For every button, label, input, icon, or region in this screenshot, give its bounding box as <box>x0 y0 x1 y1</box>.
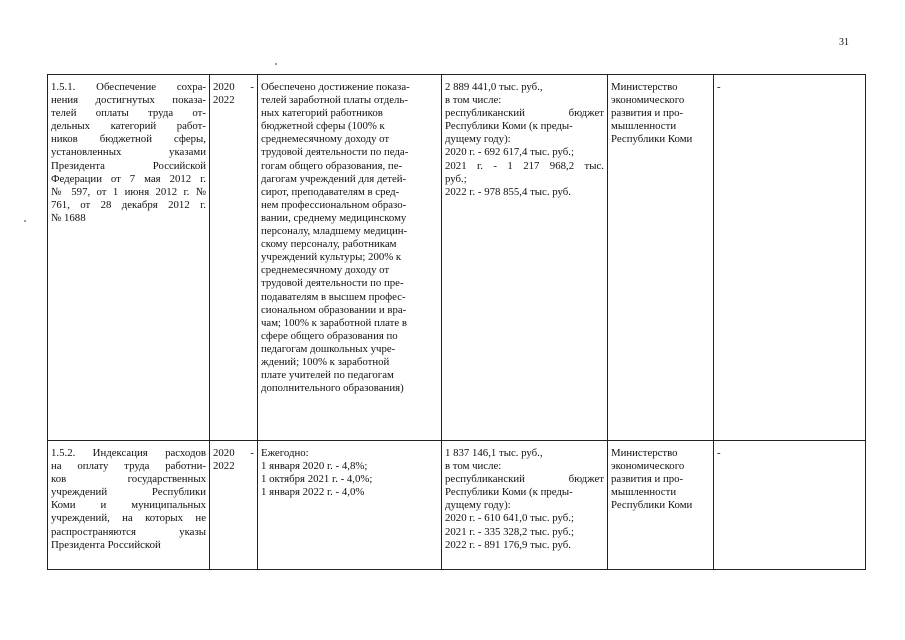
result-text-line: дагогам учреждений для детей- <box>261 172 407 185</box>
result-text-line: педагогам дошкольных учре- <box>261 342 396 355</box>
measure-text-line: Коми и муниципальных <box>51 499 206 512</box>
funding-text-line: Республики Коми (к преды- <box>445 486 573 499</box>
measure-text-line: Президента Российской <box>51 159 206 172</box>
measure-text-line: учреждений, на которых не <box>51 512 206 525</box>
responsible-text-line: экономического <box>611 94 685 107</box>
result-text-line: 1 января 2020 г. - 4,8%; <box>261 460 368 473</box>
result-text-line: гогам общего образования, пе- <box>261 159 403 172</box>
responsible-text-line: Министерство <box>611 81 678 93</box>
period-from: 2020 <box>213 81 235 93</box>
measure-text-line: № 1688 <box>51 211 86 224</box>
period-from: 2020 <box>213 447 235 459</box>
responsible-text-line: развития и про- <box>611 107 684 120</box>
funding-text-line: дущему году): <box>445 499 511 512</box>
period-start <box>213 447 254 460</box>
period-dash: - <box>250 81 254 93</box>
result-text-line: Ежегодно: <box>261 447 309 459</box>
result-text-line: подавателям в высшем профес- <box>261 290 406 303</box>
funding-text-line: республиканский бюджет <box>445 107 604 120</box>
funding-cell <box>442 75 608 441</box>
measure-cell <box>48 75 210 441</box>
period-cell <box>210 441 258 570</box>
period-cell <box>210 75 258 441</box>
funding-text-line: 2022 г. - 891 176,9 тыс. руб. <box>445 538 571 551</box>
measure-text-line: № 597, от 1 июня 2012 г. № <box>51 185 206 198</box>
note-text: - <box>717 81 721 93</box>
responsible-text-line: мышленности <box>611 486 677 499</box>
measure-text-line: телей оплаты труда от- <box>51 107 206 120</box>
measure-text-line: Федерации от 7 мая 2012 г. <box>51 172 206 185</box>
result-cell <box>258 441 442 570</box>
result-text-line: чам; 100% к заработной плате в <box>261 316 407 329</box>
page-number: 31 <box>839 37 849 48</box>
measure-text-line: Президента Российской <box>51 538 161 551</box>
measure-text-line: на оплату труда работни- <box>51 460 206 473</box>
table-row <box>48 441 866 570</box>
measure-text-line: установленных указами <box>51 146 206 159</box>
period-to: 2022 <box>213 460 235 473</box>
result-text-line: ждений; 100% к заработной <box>261 355 390 368</box>
result-text-line: учреждений культуры; 200% к <box>261 251 402 264</box>
result-text-line: ных категорий работников <box>261 107 383 120</box>
funding-text-line: руб.; <box>445 172 467 185</box>
result-text-line: нем профессиональном образо- <box>261 198 407 211</box>
result-text-line: сиональном образовании и вра- <box>261 303 407 316</box>
measure-text-line: дельных категорий работ- <box>51 120 206 133</box>
funding-text-line: 2021 г. - 1 217 968,2 тыс. <box>445 159 604 172</box>
result-text-line: сирот, преподавателям в сред- <box>261 185 400 198</box>
responsible-text-line: Республики Коми <box>611 499 693 512</box>
funding-text-line: 2020 г. - 610 641,0 тыс. руб.; <box>445 512 574 525</box>
funding-text-line: 2020 г. - 692 617,4 тыс. руб.; <box>445 146 574 159</box>
result-text-line: трудовой деятельности по педа- <box>261 146 409 159</box>
result-text-line: среднемесячному доходу от <box>261 133 390 146</box>
responsible-text-line: развития и про- <box>611 473 684 486</box>
measure-text-line: 1.5.1. Обеспечение сохра- <box>51 81 206 93</box>
result-text-line: скому персоналу, работникам <box>261 238 397 251</box>
result-text-line: персоналу, младшему медицин- <box>261 225 408 238</box>
note-cell <box>714 75 866 441</box>
measure-text-line: ников бюджетной сферы, <box>51 133 206 146</box>
result-text-line: 1 октября 2021 г. - 4,0%; <box>261 473 373 486</box>
period-to: 2022 <box>213 94 235 107</box>
result-text-line: трудовой деятельности по пре- <box>261 277 404 290</box>
note-text: - <box>717 447 721 459</box>
measures-table <box>47 74 866 570</box>
measure-text-line: распространяются указы <box>51 525 206 538</box>
funding-text-line: дущему году): <box>445 133 511 146</box>
result-text-line: вании, среднему медицинскому <box>261 211 407 224</box>
funding-cell <box>442 441 608 570</box>
scan-speck <box>24 220 26 222</box>
result-cell <box>258 75 442 441</box>
result-text-line: дополнительного образования) <box>261 382 404 395</box>
result-text-line: сфере общего образования по <box>261 329 398 342</box>
measure-text-line: 1.5.2. Индексация расходов <box>51 447 206 459</box>
responsible-text-line: экономического <box>611 460 685 473</box>
note-cell <box>714 441 866 570</box>
funding-text-line: в том числе: <box>445 94 502 107</box>
funding-text-line: в том числе: <box>445 460 502 473</box>
measure-text-line: 761, от 28 декабря 2012 г. <box>51 198 206 211</box>
funding-text-line: республиканский бюджет <box>445 473 604 486</box>
result-text-line: Обеспечено достижение показа- <box>261 81 410 93</box>
measure-cell <box>48 441 210 570</box>
result-text-line: среднемесячному доходу от <box>261 264 390 277</box>
period-start <box>213 81 254 94</box>
result-text-line: бюджетной сферы (100% к <box>261 120 385 133</box>
measure-text-line: ков государственных <box>51 473 206 486</box>
responsible-cell <box>608 75 714 441</box>
responsible-text-line: Республики Коми <box>611 133 693 146</box>
scan-speck <box>275 63 277 65</box>
funding-text-line: 1 837 146,1 тыс. руб., <box>445 447 543 459</box>
measure-text-line: учреждений Республики <box>51 486 206 499</box>
result-text-line: плате учителей по педагогам <box>261 369 394 382</box>
funding-text-line: 2 889 441,0 тыс. руб., <box>445 81 543 93</box>
measure-text-line: нения достигнутых показа- <box>51 94 206 107</box>
responsible-text-line: мышленности <box>611 120 677 133</box>
table-row <box>48 75 866 441</box>
responsible-cell <box>608 441 714 570</box>
funding-text-line: 2022 г. - 978 855,4 тыс. руб. <box>445 185 571 198</box>
period-dash: - <box>250 447 254 459</box>
responsible-text-line: Министерство <box>611 447 678 459</box>
result-text-line: 1 января 2022 г. - 4,0% <box>261 486 365 499</box>
result-text-line: телей заработной платы отдель- <box>261 94 408 107</box>
funding-text-line: Республики Коми (к преды- <box>445 120 573 133</box>
funding-text-line: 2021 г. - 335 328,2 тыс. руб.; <box>445 525 574 538</box>
